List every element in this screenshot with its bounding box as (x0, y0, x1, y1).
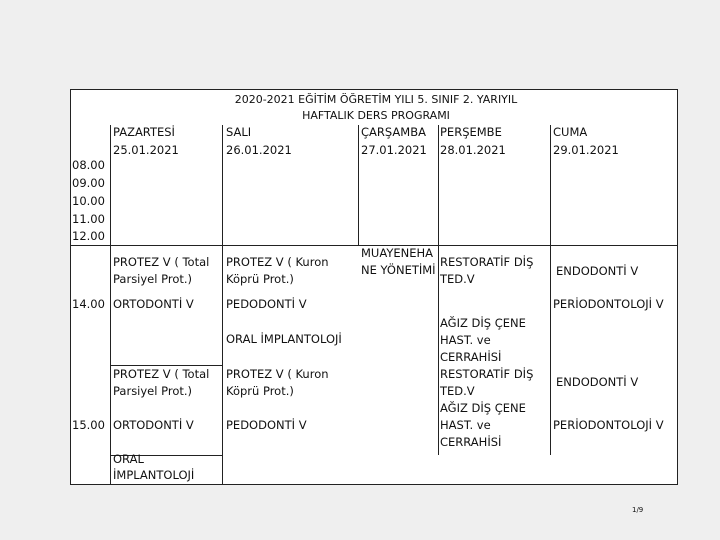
day-name: PAZARTESİ (113, 125, 175, 139)
day-date: 28.01.2021 (440, 143, 506, 157)
course-cell: PROTEZ V ( Kuron (226, 367, 329, 381)
course-cell: Parsiyel Prot.) (113, 384, 193, 398)
course-cell: CERRAHİSİ (440, 350, 502, 364)
day-date: 29.01.2021 (553, 143, 619, 157)
col-divider (550, 245, 551, 455)
course-cell: ENDODONTİ V (556, 375, 639, 389)
course-cell: ORAL İMPLANTOLOJİ (226, 332, 342, 346)
schedule-subtitle: HAFTALIK DERS PROGRAMI (302, 109, 450, 122)
course-cell: ENDODONTİ V (556, 264, 639, 278)
time-label: 15.00 (72, 418, 105, 432)
course-cell: ORTODONTİ V (113, 297, 194, 311)
col-divider (438, 125, 439, 245)
col-divider (358, 125, 359, 245)
course-cell: AĞIZ DİŞ ÇENE (440, 401, 526, 415)
course-cell: HAST. ve (440, 418, 491, 432)
day-date: 25.01.2021 (113, 143, 179, 157)
day-name: ÇARŞAMBA (361, 125, 426, 139)
day-date: 27.01.2021 (361, 143, 427, 157)
schedule-title: 2020-2021 EĞİTİM ÖĞRETİM YILI 5. SINIF 2. YARIYIL (234, 93, 518, 106)
course-cell: İMPLANTOLOJİ (113, 468, 195, 482)
day-name: CUMA (553, 125, 588, 139)
course-cell: ORAL (113, 452, 144, 466)
course-cell: Köprü Prot.) (226, 272, 294, 286)
course-cell: RESTORATİF DİŞ (440, 255, 534, 269)
course-cell: PEDODONTİ V (226, 418, 307, 432)
course-cell: PERİODONTOLOJİ V (553, 418, 664, 432)
col-divider (438, 245, 439, 455)
course-cell: TED.V (440, 272, 475, 286)
course-cell: MUAYENEHA (361, 246, 433, 260)
time-label: 12.00 (72, 229, 105, 243)
time-label: 09.00 (72, 176, 105, 190)
col-divider (222, 125, 223, 485)
time-label: 11.00 (72, 212, 105, 226)
course-cell: PROTEZ V ( Total (113, 255, 210, 269)
course-cell: RESTORATİF DİŞ (440, 367, 534, 381)
course-cell: PROTEZ V ( Total (113, 367, 210, 381)
time-label: 08.00 (72, 158, 105, 172)
course-cell: Köprü Prot.) (226, 384, 294, 398)
course-cell: PEDODONTİ V (226, 297, 307, 311)
day-name: PERŞEMBE (440, 125, 502, 139)
time-label: 14.00 (72, 297, 105, 311)
course-cell: AĞIZ DİŞ ÇENE (440, 316, 526, 330)
course-cell: ORTODONTİ V (113, 418, 194, 432)
col-divider (550, 125, 551, 245)
day-name: SALI (226, 125, 252, 139)
course-cell: Parsiyel Prot.) (113, 272, 193, 286)
course-cell: NE YÖNETİMİ (361, 263, 436, 277)
day-date: 26.01.2021 (226, 143, 292, 157)
course-cell: TED.V (440, 384, 475, 398)
course-cell: PERİODONTOLOJİ V (553, 297, 664, 311)
col-divider (110, 125, 111, 485)
course-cell: PROTEZ V ( Kuron (226, 255, 329, 269)
course-cell: CERRAHİSİ (440, 435, 502, 449)
time-label: 10.00 (72, 194, 105, 208)
page-number: 1/9 (632, 506, 644, 514)
course-cell: HAST. ve (440, 333, 491, 347)
